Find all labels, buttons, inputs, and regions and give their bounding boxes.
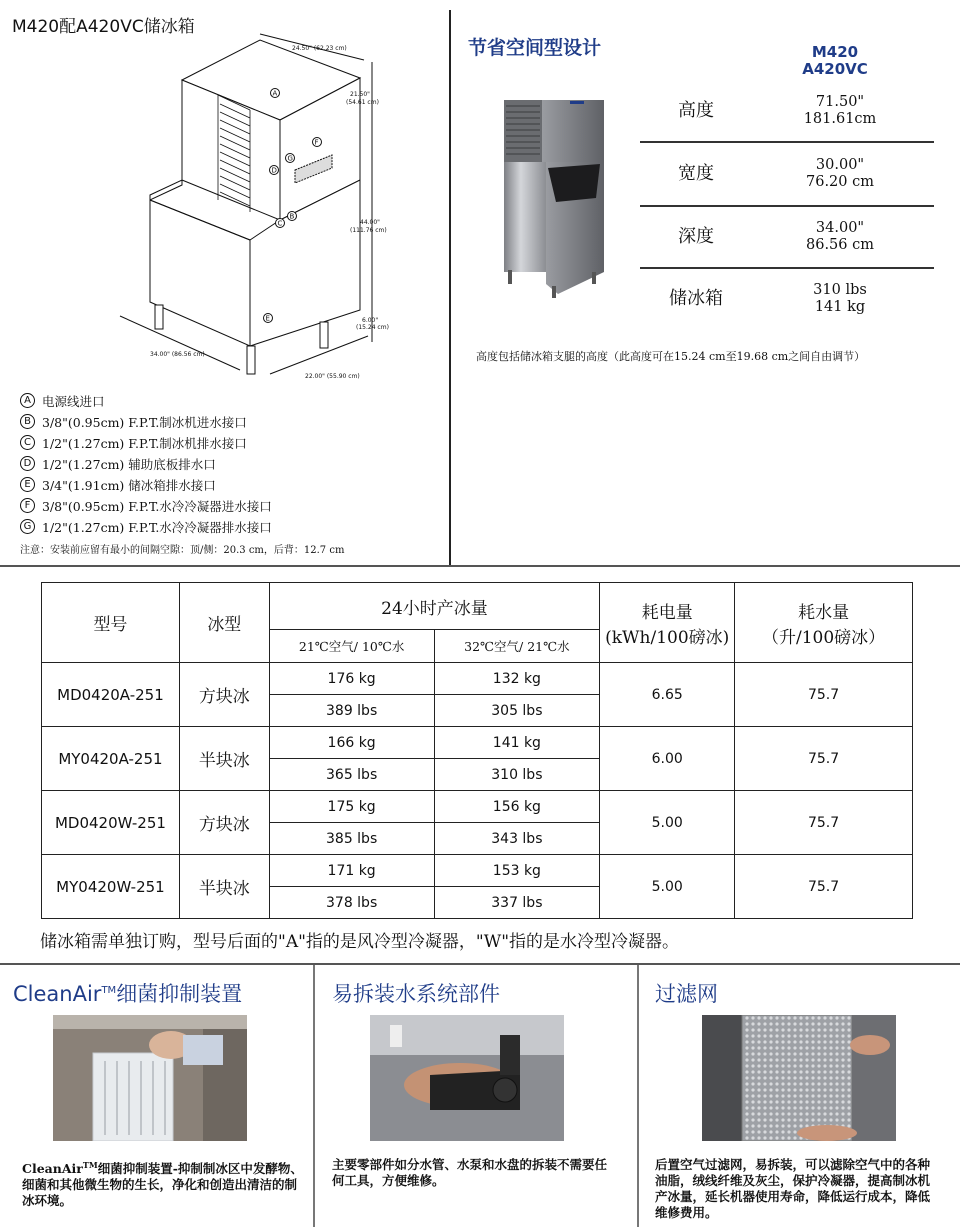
header-water-line1: 耗水量 bbox=[798, 602, 850, 623]
page-title: M420配A420VC储冰箱 bbox=[12, 17, 195, 37]
prod-cell: 337 lbs bbox=[434, 887, 600, 919]
water-parts-title: 易拆装水系统部件 bbox=[332, 982, 500, 1006]
dim-width-top: 24.50" (62.23 cm) bbox=[292, 45, 347, 52]
spec-value-metric: 86.56 cm bbox=[806, 237, 874, 253]
spec-label: 储冰箱 bbox=[669, 288, 723, 309]
legend-text: 3/8"(0.95cm) F.P.T.水冷冷凝器进水接口 bbox=[42, 498, 272, 514]
prod-cell: 378 lbs bbox=[269, 887, 434, 919]
marker-d: D bbox=[271, 166, 277, 175]
header-ice-type: 冰型 bbox=[179, 583, 269, 663]
legend-item bbox=[20, 432, 440, 453]
production-table bbox=[41, 582, 913, 919]
prod-cell: 171 kg bbox=[269, 855, 434, 887]
prod-cell: 156 kg bbox=[434, 791, 600, 823]
legend-item bbox=[20, 390, 440, 411]
prod-cell: 176 kg bbox=[269, 663, 434, 695]
prod-cell: 305 lbs bbox=[434, 695, 600, 727]
legend-key: E bbox=[20, 477, 35, 492]
legend-item bbox=[20, 495, 440, 516]
dim-head-height: 21.50" bbox=[350, 91, 370, 98]
header-water-line2: （升/100磅冰） bbox=[761, 627, 886, 648]
legend-text: 1/2"(1.27cm) 辅助底板排水口 bbox=[42, 456, 216, 472]
prod-cell: 132 kg bbox=[434, 663, 600, 695]
cleanair-desc-brand: CleanAir bbox=[22, 1161, 83, 1177]
dim-bin-height: 44.00" bbox=[360, 219, 380, 226]
spec-value-inch: 71.50" bbox=[815, 94, 865, 110]
prod-cell: 175 kg bbox=[269, 791, 434, 823]
space-title: 节省空间型设计 bbox=[468, 37, 602, 59]
header-power bbox=[600, 583, 735, 663]
machine-image bbox=[500, 96, 610, 301]
table-note: 储冰箱需单独订购，型号后面的"A"指的是风冷型冷凝器，"W"指的是水冷型冷凝器。 bbox=[40, 932, 680, 952]
spec-value-inch: 34.00" bbox=[815, 220, 865, 236]
marker-c: C bbox=[277, 219, 283, 228]
spec-value-inch: 30.00" bbox=[815, 157, 865, 173]
marker-g: G bbox=[287, 154, 293, 163]
legend-text: 1/2"(1.27cm) F.P.T.制冰机排水接口 bbox=[42, 435, 247, 451]
legend-key: B bbox=[20, 414, 35, 429]
spec-value-metric: 76.20 cm bbox=[806, 174, 874, 190]
spec-model-heading bbox=[770, 44, 900, 78]
legend-key: F bbox=[20, 498, 35, 513]
filter-title: 过滤网 bbox=[655, 982, 718, 1006]
prod-cell: 166 kg bbox=[269, 727, 434, 759]
table-row bbox=[42, 727, 913, 759]
legend-key: D bbox=[20, 456, 35, 471]
divider bbox=[313, 965, 315, 1227]
spec-row-depth bbox=[640, 206, 934, 268]
dimension-drawing bbox=[110, 30, 410, 390]
prod-cell: 153 kg bbox=[434, 855, 600, 887]
cleanair-title bbox=[13, 978, 242, 1008]
divider bbox=[0, 963, 960, 965]
divider bbox=[0, 565, 960, 567]
prod-cell: 389 lbs bbox=[269, 695, 434, 727]
legend-item bbox=[20, 474, 440, 495]
spec-row-width bbox=[640, 143, 934, 205]
prod-cell: 141 kg bbox=[434, 727, 600, 759]
power-cell: 6.00 bbox=[600, 727, 735, 791]
divider bbox=[449, 10, 451, 565]
ice-type-cell: 方块冰 bbox=[179, 663, 269, 727]
model-cell: MY0420A-251 bbox=[42, 727, 180, 791]
water-parts-description: 主要零部件如分水管、水泵和水盘的拆装不需要任何工具，方便维修。 bbox=[332, 1157, 608, 1188]
cleanair-description bbox=[22, 1157, 304, 1209]
cleanair-title-suffix: 细菌抑制装置 bbox=[116, 982, 243, 1006]
spec-value bbox=[780, 94, 900, 128]
legend-item bbox=[20, 516, 440, 537]
ice-type-cell: 方块冰 bbox=[179, 791, 269, 855]
height-note: 高度包括储冰箱支腿的高度（此高度可在15.24 cm至19.68 cm之间自由调节） bbox=[476, 350, 866, 363]
trademark-mark: TM bbox=[82, 1160, 98, 1170]
marker-f: F bbox=[314, 138, 319, 147]
model-cell: MD0420W-251 bbox=[42, 791, 180, 855]
legend-item bbox=[20, 411, 440, 432]
header-sub-condition-2: 32℃空气/ 21℃水 bbox=[434, 630, 600, 663]
prod-cell: 385 lbs bbox=[269, 823, 434, 855]
power-cell: 5.00 bbox=[600, 791, 735, 855]
dim-bin-height-cm: (111.76 cm) bbox=[350, 227, 387, 234]
legend-text: 3/4"(1.91cm) 储冰箱排水接口 bbox=[42, 477, 216, 493]
legend-item bbox=[20, 453, 440, 474]
trademark-mark: TM bbox=[101, 985, 117, 996]
model-cell: MY0420W-251 bbox=[42, 855, 180, 919]
ice-type-cell: 半块冰 bbox=[179, 855, 269, 919]
spec-model-line1: M420 bbox=[811, 43, 859, 61]
header-production: 24小时产冰量 bbox=[269, 583, 600, 630]
legend-text: 电源线进口 bbox=[42, 393, 105, 409]
spec-label: 深度 bbox=[678, 226, 714, 247]
prod-cell: 310 lbs bbox=[434, 759, 600, 791]
spec-row-bin bbox=[640, 268, 934, 330]
filter-description: 后置空气过滤网，易拆装，可以滤除空气中的各种油脂，绒线纤维及灰尘，保护冷凝器，提高制冰机产冰量，延长机器使用寿命，降低运行成本，降低维修费用。 bbox=[655, 1157, 931, 1220]
legend-key: C bbox=[20, 435, 35, 450]
spec-value bbox=[780, 220, 900, 254]
spec-row-height bbox=[640, 80, 934, 142]
header-power-line1: 耗电量 bbox=[641, 602, 693, 623]
marker-e: E bbox=[265, 314, 270, 323]
legend-key: G bbox=[20, 519, 35, 534]
power-cell: 6.65 bbox=[600, 663, 735, 727]
legend-key: A bbox=[20, 393, 35, 408]
table-row bbox=[42, 663, 913, 695]
dim-width-bottom: 22.00" (55.90 cm) bbox=[305, 373, 360, 380]
dim-leg-height: 6.00" bbox=[362, 317, 379, 324]
cleanair-desc-text: 细菌抑制装置-抑制制冰区中发酵物、细菌和其他微生物的生长，净化和创造出清洁的制冰环境。 bbox=[22, 1161, 303, 1209]
divider bbox=[637, 965, 639, 1227]
spec-value-metric: 181.61cm bbox=[803, 111, 877, 127]
prod-cell: 365 lbs bbox=[269, 759, 434, 791]
marker-b: B bbox=[289, 212, 295, 221]
prod-cell: 343 lbs bbox=[434, 823, 600, 855]
water-cell: 75.7 bbox=[735, 663, 913, 727]
spec-value bbox=[780, 282, 900, 316]
cleanair-photo bbox=[53, 1015, 247, 1141]
dim-depth: 34.00" (86.56 cm) bbox=[150, 351, 205, 358]
water-cell: 75.7 bbox=[735, 727, 913, 791]
connection-legend bbox=[20, 390, 440, 537]
dim-leg-height-cm: (15.24 cm) bbox=[356, 324, 389, 331]
spec-value bbox=[780, 157, 900, 191]
ice-type-cell: 半块冰 bbox=[179, 727, 269, 791]
legend-text: 1/2"(1.27cm) F.P.T.水冷冷凝器排水接口 bbox=[42, 519, 272, 535]
table-row bbox=[42, 791, 913, 823]
header-model: 型号 bbox=[42, 583, 180, 663]
spec-value-lbs: 310 lbs bbox=[813, 282, 867, 298]
marker-a: A bbox=[272, 89, 278, 98]
install-note: 注意：安装前应留有最小的间隔空隙：顶/侧：20.3 cm，后背：12.7 cm bbox=[20, 545, 345, 556]
spec-model-line2: A420VC bbox=[802, 60, 868, 78]
cleanair-brand: CleanAir bbox=[13, 982, 102, 1006]
water-cell: 75.7 bbox=[735, 791, 913, 855]
legend-text: 3/8"(0.95cm) F.P.T.制冰机进水接口 bbox=[42, 414, 247, 430]
power-cell: 5.00 bbox=[600, 855, 735, 919]
spec-label: 高度 bbox=[678, 100, 714, 121]
header-sub-condition-1: 21℃空气/ 10℃水 bbox=[269, 630, 434, 663]
spec-value-kg: 141 kg bbox=[814, 299, 866, 315]
header-power-line2: (kWh/100磅冰) bbox=[605, 627, 730, 648]
table-row bbox=[42, 855, 913, 887]
spec-label: 宽度 bbox=[678, 163, 714, 184]
water-cell: 75.7 bbox=[735, 855, 913, 919]
dim-head-height-cm: (54.61 cm) bbox=[346, 99, 379, 106]
model-cell: MD0420A-251 bbox=[42, 663, 180, 727]
water-parts-photo bbox=[370, 1015, 564, 1141]
filter-photo bbox=[702, 1015, 896, 1141]
header-water bbox=[735, 583, 913, 663]
